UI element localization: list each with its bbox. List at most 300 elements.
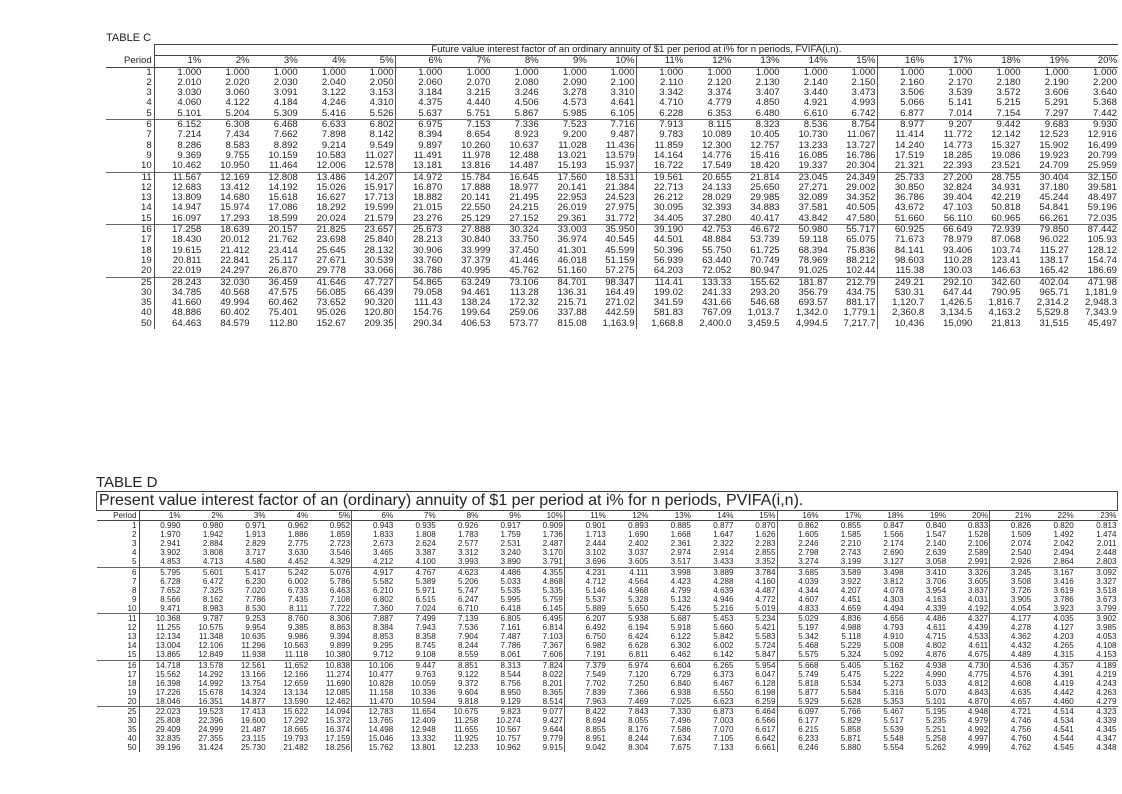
value-cell: 2.011 [1096, 539, 1117, 549]
value-cell: 5.101 [177, 108, 202, 119]
value-cell: 3.923 [1053, 603, 1074, 613]
value-cell: 9.915 [522, 743, 565, 752]
value-cell: 6.515 [415, 594, 436, 604]
value-cell: 5.749 [798, 669, 819, 679]
value-cell: 17.159 [309, 734, 352, 743]
value-cell: 7.105 [713, 734, 734, 744]
value-cell: 3.416 [1053, 576, 1074, 586]
spacer-cell [106, 45, 154, 56]
value-cell: 4.219 [1096, 669, 1117, 679]
value-cell: 4.303 [883, 594, 904, 604]
value-cell: 53.739 [750, 235, 780, 246]
value-cell: 0.901 [585, 521, 606, 531]
value-cell: 2.050 [347, 78, 395, 88]
value-cell: 5.628 [840, 696, 862, 706]
value-cell: 20.655 [684, 172, 732, 183]
value-cell: 24.709 [1039, 161, 1069, 172]
rate-header: 22% [1032, 511, 1075, 521]
value-cell: 7.214 [177, 130, 202, 141]
value-cell: 4.184 [273, 98, 298, 109]
value-cell: 6.215 [798, 725, 819, 735]
value-cell: 4.203 [1053, 632, 1074, 642]
value-cell: 32.835 [155, 734, 181, 744]
value-cell: 9.818 [458, 696, 479, 706]
value-cell: 4.339 [925, 603, 947, 613]
value-cell: 7.963 [585, 696, 606, 706]
value-cell: 5.197 [798, 623, 819, 633]
value-cell: 1.000 [562, 67, 587, 78]
value-cell: 4.310 [347, 98, 395, 108]
value-cell: 2.361 [670, 539, 691, 549]
value-cell: 6.495 [522, 614, 565, 624]
value-cell: 341.59 [653, 298, 684, 309]
value-cell: 13.865 [155, 650, 181, 660]
value-cell: 33.999 [461, 245, 491, 256]
value-cell: 2.884 [202, 539, 224, 549]
value-cell: 14.680 [220, 193, 250, 204]
value-cell: 4.580 [245, 557, 266, 567]
value-cell: 5.141 [948, 98, 973, 109]
value-cell: 8.313 [479, 660, 522, 670]
value-cell: 4.576 [1010, 669, 1032, 679]
value-cell: 12.523 [1039, 130, 1069, 141]
value-cell: 21.579 [347, 214, 395, 225]
value-cell: 13.412 [220, 182, 250, 193]
value-cell: 23.115 [241, 734, 266, 744]
value-cell: 34.785 [172, 287, 202, 298]
value-cell: 41.301 [557, 245, 587, 256]
table-row [97, 688, 1118, 697]
value-cell: 32.393 [702, 203, 732, 214]
value-cell: 114.41 [636, 277, 684, 288]
value-cell: 4.760 [1010, 734, 1032, 744]
value-cell: 4.799 [670, 585, 691, 595]
value-cell: 94.461 [461, 287, 491, 298]
value-cell: 27.355 [198, 734, 224, 744]
value-cell: 46.672 [732, 225, 780, 236]
value-cell: 21.762 [268, 235, 298, 246]
value-cell: 5.724 [734, 641, 777, 650]
value-cell: 93.406 [943, 245, 973, 256]
value-cell: 63.440 [702, 255, 732, 266]
value-cell: 9.253 [224, 614, 267, 624]
value-cell: 4.756 [1010, 725, 1032, 735]
value-cell: 5.368 [1092, 98, 1117, 109]
value-cell: 4.265 [1053, 641, 1074, 651]
value-cell: 12.106 [198, 641, 224, 651]
period-cell: 17 [97, 670, 140, 679]
value-cell: 48.884 [702, 235, 732, 246]
value-cell: 3.240 [500, 548, 521, 558]
value-cell: 59.196 [1087, 203, 1117, 214]
value-cell: 33.760 [412, 255, 443, 266]
period-cell: 4 [106, 98, 154, 108]
period-cell: 8 [97, 586, 140, 595]
value-cell: 40.995 [461, 266, 491, 277]
table-c [106, 33, 1118, 329]
value-cell: 3.786 [1053, 594, 1074, 604]
value-cell: 15.937 [588, 161, 636, 172]
value-cell: 14.947 [172, 203, 202, 214]
period-cell: 40 [106, 308, 154, 318]
value-cell: 4.997 [947, 734, 990, 743]
period-cell: 3 [106, 88, 154, 98]
value-cell: 136.31 [557, 287, 587, 298]
value-cell: 6.142 [713, 650, 734, 660]
value-cell: 51.660 [894, 213, 925, 224]
value-cell: 4.494 [883, 603, 904, 613]
value-cell: 10.274 [496, 716, 521, 726]
value-cell: 27.975 [588, 203, 636, 213]
value-cell: 2.120 [707, 77, 732, 88]
value-cell: 11.028 [558, 140, 587, 151]
table-row [97, 716, 1118, 725]
value-cell: 21,813 [991, 318, 1021, 329]
value-cell: 4.357 [1032, 660, 1075, 670]
value-cell: 2.150 [829, 78, 877, 88]
value-cell: 11.027 [347, 151, 395, 161]
table-d-body [97, 521, 1118, 753]
value-cell: 6.247 [458, 594, 479, 604]
value-cell: 0.962 [287, 521, 309, 531]
value-cell: 95.026 [316, 308, 346, 319]
value-cell: 25.673 [395, 225, 443, 236]
value-cell: 14.972 [395, 172, 443, 183]
period-cell: 40 [97, 734, 140, 743]
rate-header: 2% [202, 56, 250, 67]
value-cell: 7.786 [245, 594, 266, 604]
value-cell: 23.698 [316, 235, 346, 246]
value-cell: 3.030 [177, 88, 202, 99]
value-cell: 6.462 [670, 650, 691, 660]
value-cell: 7.943 [415, 623, 436, 633]
value-cell: 2.010 [177, 77, 202, 88]
value-cell: 34.883 [750, 203, 780, 214]
value-cell: 5.539 [883, 725, 904, 735]
value-cell: 9.295 [372, 641, 394, 651]
value-cell: 11.654 [394, 706, 437, 716]
value-cell: 2.624 [415, 539, 436, 549]
value-cell: 7.379 [564, 660, 607, 670]
value-cell: 11.436 [588, 141, 636, 151]
value-cell: 2.090 [562, 77, 587, 88]
value-cell: 4.793 [883, 623, 904, 633]
value-cell: 6.097 [777, 706, 820, 716]
value-cell: 26.019 [557, 203, 587, 214]
value-cell: 0.935 [415, 521, 436, 531]
value-cell: 19.561 [636, 172, 684, 183]
value-cell: 4.348 [1096, 743, 1117, 753]
value-cell: 4.339 [1096, 716, 1117, 726]
value-cell: 4.990 [925, 669, 947, 679]
value-cell: 105.93 [1087, 235, 1117, 246]
value-cell: 16.398 [155, 678, 181, 688]
table-row [106, 67, 1118, 78]
value-cell: 2.200 [1092, 77, 1117, 88]
value-cell: 5.751 [466, 108, 491, 119]
value-cell: 7.108 [309, 595, 352, 604]
value-cell: 55.750 [702, 245, 732, 256]
value-cell: 78.969 [798, 255, 828, 266]
value-cell: 21.015 [412, 203, 443, 214]
value-cell: 8.892 [273, 140, 298, 151]
value-cell: 581.83 [653, 308, 684, 319]
value-cell: 2.042 [1053, 539, 1074, 549]
value-cell: 3.274 [798, 557, 819, 567]
value-cell: 5.273 [883, 678, 904, 688]
value-cell: 61.725 [750, 245, 780, 256]
value-cell: 4.127 [1053, 623, 1074, 633]
value-cell: 28.755 [973, 172, 1021, 183]
value-cell: 14.207 [347, 172, 395, 183]
rate-header: 1% [154, 56, 202, 67]
value-cell: 434.75 [829, 288, 877, 298]
value-cell: 59.118 [799, 235, 828, 246]
value-cell: 25.117 [269, 255, 298, 266]
rate-header: 6% [395, 56, 443, 67]
value-cell: 5.548 [883, 734, 904, 744]
value-cell: 26.212 [653, 193, 684, 204]
value-cell: 20.304 [829, 161, 877, 172]
rate-header: 12% [607, 511, 650, 521]
value-cell: 3.998 [649, 567, 692, 577]
value-cell: 18.531 [588, 172, 636, 183]
period-cell: 30 [97, 716, 140, 725]
value-cell: 13.166 [240, 669, 266, 679]
value-cell: 28.213 [412, 235, 443, 246]
value-cell: 36.786 [412, 266, 443, 277]
value-cell: 29.409 [155, 725, 181, 735]
value-cell: 66.649 [925, 225, 973, 236]
value-cell: 7,217.7 [829, 319, 877, 329]
value-cell: 1.474 [1096, 530, 1117, 540]
table-c-header-row [106, 56, 1118, 67]
value-cell: 6.207 [564, 614, 607, 624]
value-cell: 4.853 [160, 557, 181, 567]
value-cell: 130.03 [943, 266, 973, 277]
value-cell: 30.850 [894, 182, 925, 193]
value-cell: 8.142 [347, 130, 395, 140]
period-cell: 18 [106, 246, 154, 256]
value-cell: 9.644 [522, 725, 565, 734]
period-cell: 1 [106, 67, 154, 78]
rate-header: 6% [352, 511, 395, 521]
value-cell: 1,181.9 [1084, 287, 1117, 298]
value-cell: 4.993 [829, 98, 877, 108]
value-cell: 1.000 [418, 67, 443, 78]
value-cell: 9.385 [287, 623, 309, 633]
value-cell: 9.986 [287, 632, 309, 642]
value-cell: 2.444 [585, 539, 606, 549]
value-cell: 4.968 [628, 585, 649, 595]
value-cell: 23.657 [347, 225, 395, 236]
period-cell: 16 [106, 225, 154, 236]
value-cell: 29.361 [557, 213, 587, 224]
table-row [106, 109, 1118, 120]
value-cell: 2.110 [659, 77, 684, 88]
value-cell: 19.086 [991, 150, 1021, 161]
value-cell: 4.486 [479, 567, 522, 577]
value-cell: 530.31 [894, 287, 925, 298]
value-cell: 4.992 [947, 725, 990, 734]
table-row [97, 725, 1118, 734]
value-cell: 442.59 [588, 308, 636, 318]
value-cell: 0.971 [245, 521, 266, 531]
period-cell: 3 [97, 539, 140, 548]
value-cell: 3.153 [347, 88, 395, 98]
value-cell: 8.022 [522, 670, 565, 679]
value-cell: 6.424 [628, 632, 649, 642]
value-cell: 7.549 [585, 669, 606, 679]
table-row [97, 567, 1118, 577]
value-cell: 16.351 [198, 696, 224, 706]
rate-header: 14% [781, 56, 829, 67]
value-cell: 22.953 [557, 193, 587, 204]
rate-header: 1% [139, 511, 182, 521]
value-cell: 21.321 [894, 161, 925, 172]
value-cell: 7.839 [585, 687, 606, 697]
value-cell: 4.730 [947, 660, 990, 670]
value-cell: 11.690 [309, 679, 352, 688]
period-cell: 17 [106, 235, 154, 245]
value-cell: 4.452 [287, 557, 309, 567]
rate-header: 14% [692, 511, 735, 521]
rate-header: 11% [636, 56, 684, 67]
value-cell: 5.262 [925, 743, 947, 753]
value-cell: 10.260 [461, 140, 491, 151]
period-cell: 9 [97, 595, 140, 604]
value-cell: 4.486 [905, 614, 948, 624]
value-cell: 6.152 [154, 120, 202, 131]
value-cell: 2.723 [309, 539, 352, 548]
value-cell: 4.876 [925, 650, 947, 660]
value-cell: 7.003 [713, 716, 734, 726]
value-cell: 1.000 [948, 67, 973, 78]
value-cell: 7.025 [670, 696, 691, 706]
value-cell: 4.775 [947, 670, 990, 679]
value-cell: 112.80 [269, 318, 298, 329]
value-cell: 16.097 [172, 213, 202, 224]
value-cell: 4.111 [607, 567, 650, 577]
value-cell: 51.160 [557, 266, 587, 277]
value-cell: 12.757 [750, 140, 780, 151]
value-cell: 11.414 [895, 130, 925, 141]
value-cell: 5.818 [798, 678, 819, 688]
value-cell: 1.808 [415, 530, 436, 540]
value-cell: 6.938 [670, 687, 691, 697]
value-cell: 6.194 [628, 623, 649, 633]
value-cell: 0.862 [798, 521, 819, 531]
table-row [97, 697, 1118, 707]
value-cell: 12.233 [453, 743, 479, 753]
value-cell: 5.309 [273, 108, 298, 119]
table-row [97, 548, 1118, 557]
value-cell: 12.849 [198, 650, 224, 660]
period-cell: 12 [106, 183, 154, 193]
value-cell: 8.358 [415, 632, 436, 642]
period-cell: 6 [106, 120, 154, 131]
rate-header: 10% [522, 511, 565, 521]
table-d-title: Present value interest factor of an (ordinary) annuity of $1 per period at i% for n periods, PVIFA(i,n). [97, 492, 1118, 511]
value-cell: 7.191 [585, 650, 606, 660]
value-cell: 10.583 [316, 150, 346, 161]
table-row [106, 151, 1118, 161]
value-cell: 10.594 [410, 696, 436, 706]
value-cell: 4.921 [803, 98, 828, 109]
value-cell: 4.746 [1010, 716, 1032, 726]
value-cell: 6.633 [299, 120, 347, 131]
value-cell: 5.650 [628, 603, 649, 613]
value-cell: 3.387 [415, 548, 436, 558]
value-cell: 28.029 [702, 193, 732, 204]
rate-header: 5% [347, 56, 395, 67]
value-cell: 7.297 [1044, 108, 1069, 119]
value-cell: 19.793 [283, 734, 309, 744]
value-cell: 8.654 [466, 130, 491, 141]
value-cell: 5.335 [522, 586, 565, 595]
value-cell: 2.106 [947, 539, 990, 548]
value-cell: 13.816 [461, 161, 491, 172]
value-cell: 3.985 [1096, 623, 1117, 633]
value-cell: 9.108 [415, 650, 436, 660]
value-cell: 5.066 [900, 98, 925, 109]
value-cell: 7.434 [225, 130, 250, 141]
value-cell: 1.833 [372, 530, 394, 540]
rate-header: 7% [394, 511, 437, 521]
value-cell: 4.675 [947, 650, 990, 660]
value-cell: 5.759 [522, 595, 565, 604]
value-cell: 3.889 [692, 567, 735, 577]
value-cell: 3.037 [628, 548, 649, 558]
value-cell: 965.71 [1039, 287, 1069, 298]
rate-header: 10% [588, 56, 636, 67]
value-cell: 27.671 [316, 255, 346, 266]
value-cell: 102.44 [829, 266, 877, 277]
value-cell: 4.423 [670, 576, 691, 586]
value-cell: 6.982 [585, 641, 606, 651]
table-row [106, 141, 1118, 151]
value-cell: 18.639 [202, 225, 250, 236]
value-cell: 9.787 [182, 614, 225, 624]
value-cell: 32.824 [943, 182, 973, 193]
value-cell: 3.572 [996, 88, 1021, 99]
value-cell: 1.886 [287, 530, 309, 540]
value-cell: 25.129 [461, 213, 491, 224]
value-cell: 5.467 [862, 706, 905, 716]
value-cell: 32.030 [202, 277, 250, 288]
value-cell: 6.467 [713, 678, 734, 688]
value-cell: 1.000 [514, 67, 539, 78]
value-cell: 23.276 [412, 213, 443, 224]
value-cell: 3.374 [707, 88, 732, 99]
value-cell: 90.320 [347, 298, 395, 308]
value-cell: 3.310 [588, 88, 636, 98]
value-cell: 13.332 [410, 734, 436, 744]
value-cell: 17.293 [220, 213, 250, 224]
value-cell: 84.141 [894, 245, 925, 256]
period-cell: 10 [97, 604, 140, 614]
value-cell: 2.060 [418, 77, 443, 88]
value-cell: 42.219 [991, 193, 1021, 204]
value-cell: 11.938 [241, 650, 266, 660]
value-cell: 4.639 [713, 585, 734, 595]
value-cell: 5.324 [840, 650, 862, 660]
value-cell: 292.10 [925, 277, 973, 288]
period-cell: 10 [106, 161, 154, 172]
value-cell: 7.469 [628, 696, 649, 706]
value-cell: 16.627 [316, 193, 346, 204]
rate-header: 11% [564, 511, 607, 521]
